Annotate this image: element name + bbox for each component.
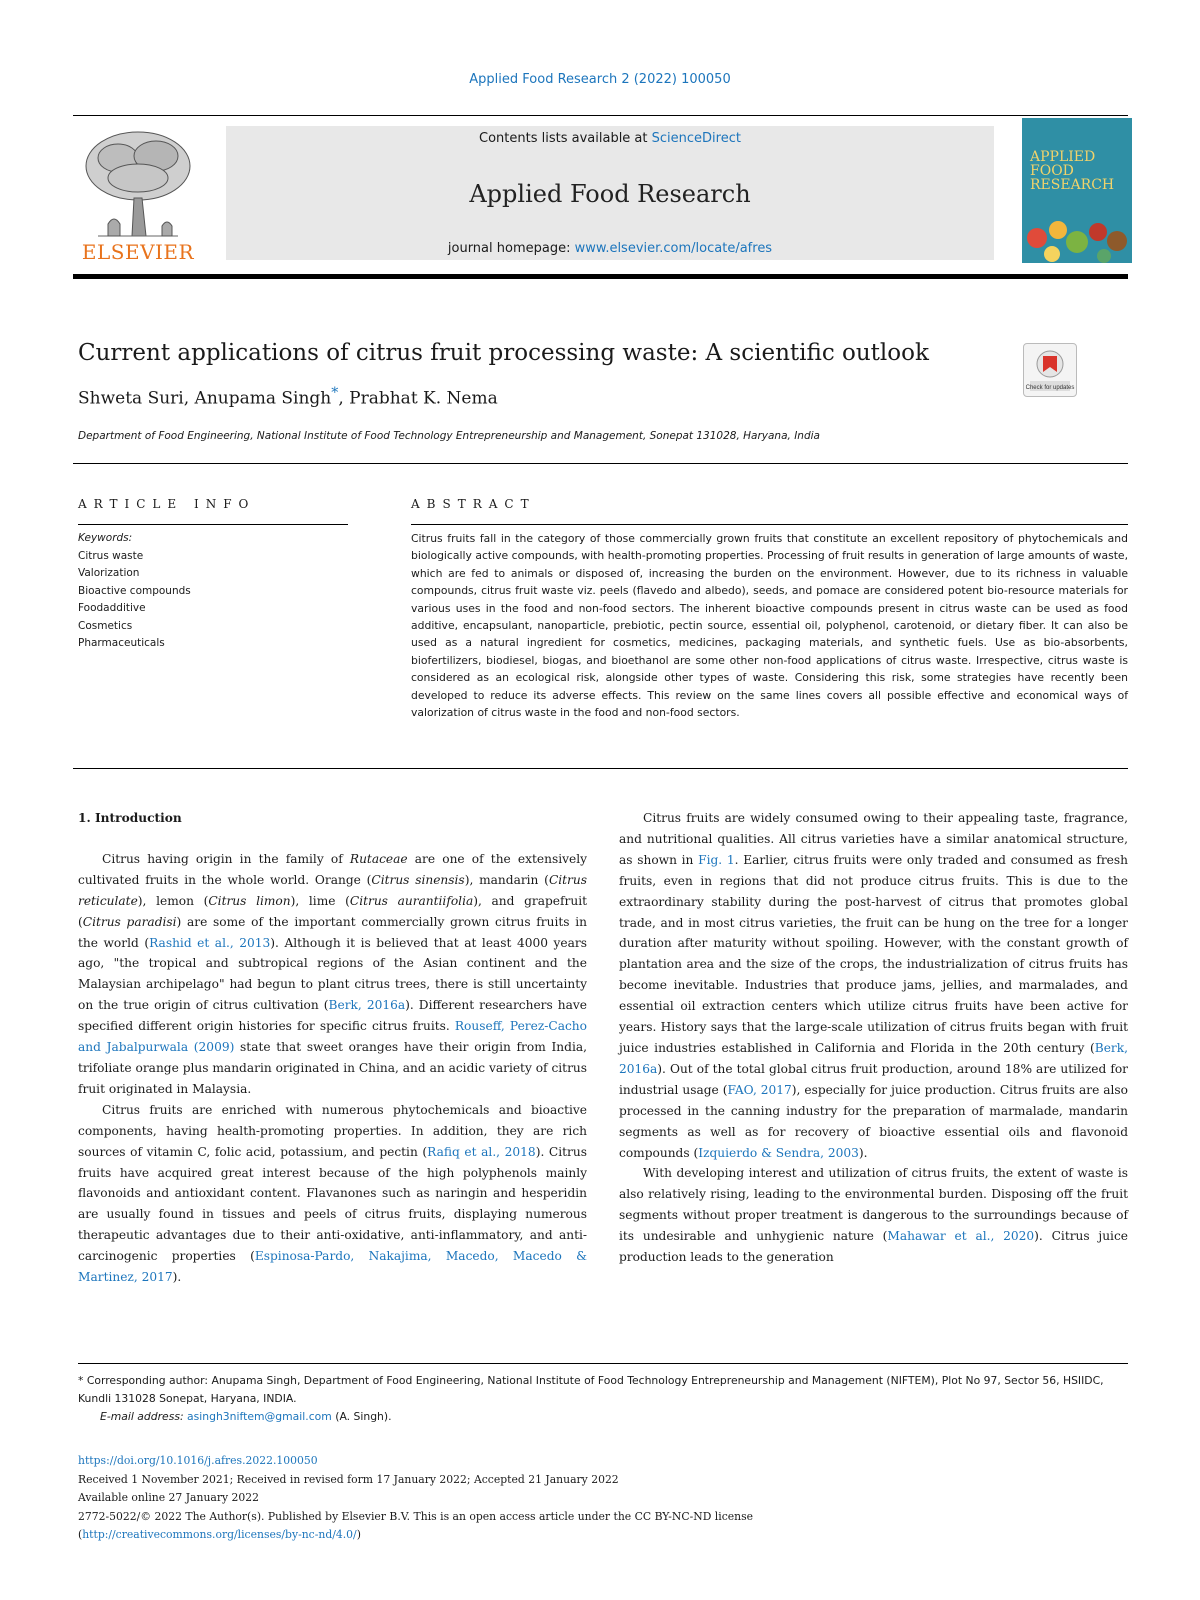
keyword: Citrus waste — [78, 549, 144, 562]
received-dates: Received 1 November 2021; Received in revised form 17 January 2022; Accepted 21 January 2022 — [78, 1472, 619, 1486]
cover-title — [1030, 150, 1114, 192]
footnote-rule — [78, 1363, 1128, 1364]
citation-link[interactable]: Berk, 2016a — [328, 998, 406, 1013]
doi-link[interactable]: https://doi.org/10.1016/j.afres.2022.100050 — [78, 1454, 318, 1467]
cover-title-line: FOOD — [1030, 163, 1074, 179]
footnote — [78, 1372, 1128, 1426]
abstract-heading: ABSTRACT — [411, 497, 536, 511]
abstract-text: Citrus fruits fall in the category of those commercially grown fruits that constitute an excellent repository of phytochemicals and biologically active compounds, with health-promoting properties. Processing of fruit results in generation of large amounts of waste, which are fed to animals or disposed of, increasing the burden on the environment. However, due to its richness in valuable compounds, citrus fruit waste viz. peels (flavedo and albedo), seeds, and pomace are considered potent bio-resource materials for various uses in the food and non-food sectors. The inherent bioactive compounds present in citrus waste can be used as food additive, encapsulant, nanoparticle, prebiotic, pectin source, essential oil, polyphenol, carotenoid, or dietary fiber. It can also be used as a natural ingredient for cosmetics, medicines, packaging materials, and synthetic fuels. Use as bio-absorbents, biofertilizers, biodiesel, biogas, and bioethanol are some other non-food applications of citrus waste. Irrespective, citrus waste is considered as an ecological risk, alongside other types of waste. Considering this risk, some strategies have recently been developed to reduce its adverse effects. This review on the same lines covers all possible effective and economical ways of valorization of citrus waste in the food and non-food sectors. — [411, 532, 1128, 720]
keyword: Valorization — [78, 567, 140, 579]
citation-link[interactable]: Izquierdo & Sendra, 2003 — [698, 1145, 859, 1160]
affiliation: Department of Food Engineering, National Institute of Food Technology Entrepreneurship and Management, Sonepat 131028, Haryana, India — [78, 430, 820, 442]
citation-link[interactable]: Berk, 2016a — [619, 1040, 1128, 1076]
section-heading: 1. Introduction — [78, 811, 182, 825]
paragraph: With developing interest and utilization of citrus fruits, the extent of waste is also relatively rising, leading to the environmental burden. Disposing off the fruit segments without proper treatment is dangerous to the surroundings because of its undesirable and unhygienic nature (Mahawar et al., 2020). Citrus juice production leads to the generation — [619, 1166, 1128, 1265]
paragraph: Citrus fruits are enriched with numerous phytochemicals and bioactive components, having health-promoting properties. In addition, they are rich sources of vitamin C, folic acid, potassium, and pectin (Rafiq et al., 2018). Citrus fruits have acquired great interest because of the high polyphenols mainly flavonoids and antioxidant content. Flavanones such as naringin and hesperidin are usually found in tissues and peels of citrus fruits, displaying numerous therapeutic advantages due to their anti-oxidative, anti-inflammatory, and anti-carcinogenic properties (Espinosa-Pardo, Nakajima, Macedo, Macedo & Martinez, 2017). — [78, 1102, 587, 1285]
sciencedirect-link[interactable]: ScienceDirect — [651, 131, 741, 146]
figure-link[interactable]: Fig. 1 — [698, 852, 735, 867]
citation-link[interactable]: Rashid et al., 2013 — [149, 935, 271, 950]
top-rule — [73, 115, 1128, 116]
citation-link[interactable]: FAO, 2017 — [727, 1082, 792, 1097]
paragraph: Citrus having origin in the family of Rutaceae are one of the extensively cultivated fruits in the whole world. Orange (Citrus sinensis), mandarin (Citrus reticulate), lemon (Citrus limon), lime (Citrus aurantiifolia), and grapefruit (Citrus paradisi) are some of the important commercially grown citrus fruits in the world (Rashid et al., 2013). Although it is believed that at least 4000 years ago, "the tropical and subtropical regions of the Asian continent and the Malaysian archipelago" had begun to plant citrus trees, there is still uncertainty on the true origin of citrus cultivation (Berk, 2016a). Different researchers have specified different origin histories for specific citrus fruits. Rouseff, Perez-Cacho and Jabalpurwala (2009) state that sweet oranges have their origin from India, trifoliate orange plus mandarin originated in China, and an acidic variety of citrus fruit originated in Malaysia. — [78, 851, 587, 1096]
publisher-logo-text: ELSEVIER — [81, 240, 195, 264]
corresponding-author-note: * Corresponding author: Anupama Singh, Department of Food Engineering, National Institute of Food Technology Entrepreneurship and Management (NIFTEM), Plot No 97, Sector 56, HSIIDC, Kundli 131028 Sonepat, Haryana, INDIA. — [78, 1374, 1104, 1405]
license-statement: 2772-5022/© 2022 The Author(s). Published by Elsevier B.V. This is an open access article under the CC BY-NC-ND license — [78, 1509, 754, 1523]
header-thick-rule — [73, 274, 1128, 279]
cover-title-line: APPLIED — [1030, 149, 1096, 165]
keyword: Pharmaceuticals — [78, 637, 165, 649]
article-info-rule — [78, 524, 348, 525]
keyword: Cosmetics — [78, 619, 133, 632]
publication-info — [78, 1452, 1128, 1545]
email-line: E-mail address: asingh3niftem@gmail.com (A. Singh). — [100, 1410, 392, 1423]
citation-link[interactable]: Rouseff, Perez-Cacho and Jabalpurwala (2009) — [78, 1019, 587, 1055]
journal-name: Applied Food Research — [469, 180, 751, 208]
citation-link[interactable]: Mahawar et al., 2020 — [887, 1229, 1035, 1244]
abstract-rule — [411, 524, 1128, 525]
article-title: Current applications of citrus fruit processing waste: A scientific outlook — [78, 340, 929, 366]
cover-food-illustration — [1022, 208, 1132, 263]
citation-link[interactable]: Rafiq et al., 2018 — [427, 1144, 536, 1159]
homepage-prefix: journal homepage: — [447, 241, 575, 256]
contents-prefix: Contents lists available at — [479, 131, 652, 146]
check-badge-label: Check for updates — [1025, 385, 1075, 391]
keywords-label: Keywords: — [78, 532, 133, 544]
homepage-line — [226, 241, 994, 256]
keywords-list — [78, 530, 348, 653]
corresponding-author-marker[interactable]: * — [331, 385, 339, 401]
contents-line — [226, 131, 994, 146]
license-link[interactable]: http://creativecommons.org/licenses/by-nc-nd/4.0/ — [82, 1528, 357, 1541]
article-info-heading: ARTICLE INFO — [78, 497, 256, 511]
journal-cover — [1022, 118, 1132, 263]
available-online: Available online 27 January 2022 — [78, 1491, 260, 1504]
body-column-left — [78, 808, 587, 1288]
authors-rest: , Prabhat K. Nema — [338, 388, 498, 409]
keyword: Bioactive compounds — [78, 584, 191, 597]
abstract-bottom-rule — [73, 768, 1128, 769]
check-for-updates-icon[interactable] — [1023, 343, 1077, 397]
body-column-right — [619, 808, 1128, 1268]
paragraph: Citrus fruits are widely consumed owing to their appealing taste, fragrance, and nutritional qualities. All citrus varieties have a similar anatomical structure, as shown in Fig. 1. Earlier, citrus fruits were only traded and consumed as fresh fruits, even in regions that did not produce citrus fruits. This is due to the extraordinary stability during the post-harvest of citrus that promotes global trade, and in most citrus varieties, the fruit can be hung on the tree for a longer duration after maturity without spoiling. However, with the constant growth of plantation area and the size of the crops, the industrialization of citrus fruits has become inevitable. Industries that produce jams, jellies, and marmalades, and essential oil extraction centers which utilize citrus fruits have been active for years. History says that the large-scale utilization of citrus fruits began with fruit juice industries established in California and Florida in the 20th century (Berk, 2016a). Out of the total global citrus fruit production, around 18% are utilized for industrial usage (FAO, 2017), especially for juice production. Citrus fruits are also processed in the canning industry for the preparation of marmalade, mandarin segments as well as for recovery of bioactive essential oils and flavonoid compounds (Izquierdo & Sendra, 2003). — [619, 811, 1128, 1160]
license-link-line: (http://creativecommons.org/licenses/by-nc-nd/4.0/) — [78, 1528, 361, 1541]
cover-title-line: RESEARCH — [1030, 177, 1115, 193]
authors-first: Shweta Suri, Anupama Singh — [78, 388, 332, 409]
keyword: Foodadditive — [78, 602, 146, 614]
homepage-link[interactable]: www.elsevier.com/locate/afres — [574, 241, 773, 256]
author-list — [78, 385, 498, 409]
email-link[interactable]: asingh3niftem@gmail.com — [187, 1410, 332, 1423]
citation-link[interactable]: Espinosa-Pardo, Nakajima, Macedo, Macedo & Martinez, 2017 — [78, 1249, 587, 1285]
journal-reference[interactable]: Applied Food Research 2 (2022) 100050 — [469, 72, 731, 87]
affiliation-rule — [73, 463, 1128, 464]
